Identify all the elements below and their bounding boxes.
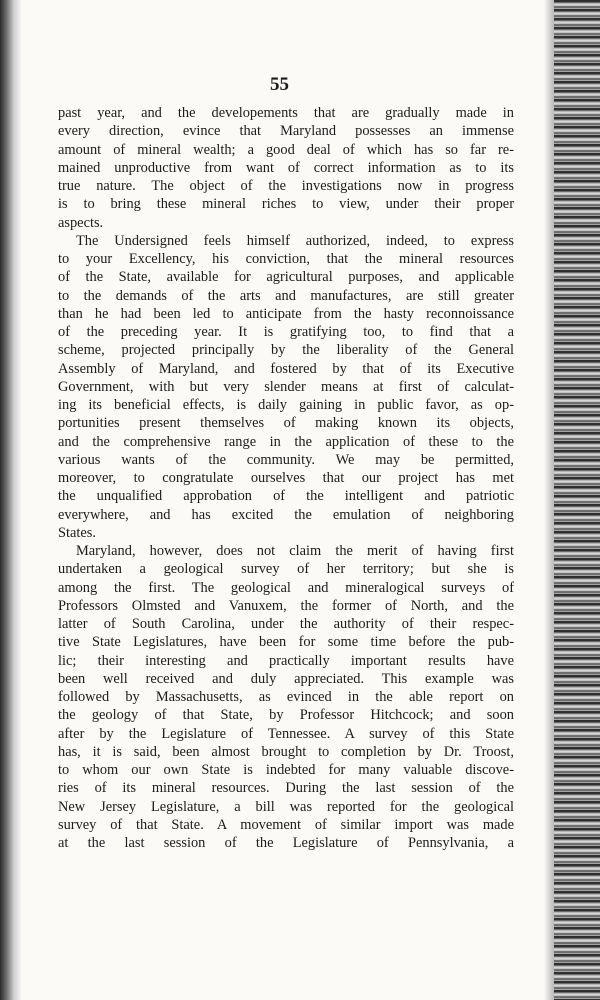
text-line: everywhere, and has excited the emulation of neighboring — [58, 506, 514, 523]
text-line: followed by Massachusetts, as evinced in the able report on — [58, 689, 514, 705]
text-line: the unqualified approbation of the intelligent and patriotic — [58, 488, 514, 505]
text-line: than he had been led to anticipate from the hasty reconnoissance — [58, 305, 514, 322]
text-line: ries of its mineral resources. During the last session of the — [58, 780, 514, 797]
text-line: Maryland, however, does not claim the merit of having first — [76, 543, 514, 559]
text-line: New Jersey Legislature, a bill was reported for the geological — [58, 798, 514, 815]
text-line: true nature. The object of the investigations now in progress — [58, 178, 514, 194]
text-line: States. — [58, 524, 96, 541]
text-line: past year, and the developements that are gradually made in — [58, 105, 514, 121]
text-line: undertaken a geological survey of her territory; but she is — [58, 561, 514, 578]
text-line: ing its beneficial effects, is daily gaining in public favor, as op- — [58, 397, 514, 413]
text-line: of the State, available for agricultural purposes, and applicable — [58, 269, 514, 286]
text-line: The Undersigned feels himself authorized, indeed, to express — [76, 232, 514, 249]
binding-shadow — [544, 0, 554, 1000]
text-line: among the first. The geological and mineralogical surveys of — [58, 579, 514, 596]
text-line: to whom our own State is indebted for many valuable discove- — [58, 762, 514, 778]
text-line: amount of mineral wealth; a good deal of which has so far re- — [58, 141, 514, 158]
page-gutter-shadow — [0, 0, 22, 1000]
book-binding-edge — [554, 0, 600, 1000]
text-line: tive State Legislatures, have been for some time before the pub- — [58, 634, 514, 651]
text-line: portunities present themselves of making known its objects, — [58, 415, 514, 432]
text-line: to your Excellency, his conviction, that the mineral resources — [58, 251, 514, 267]
text-line: various wants of the community. We may be permitted, — [58, 451, 514, 468]
text-line: after by the Legislature of Tennessee. A survey of this State — [58, 725, 514, 742]
text-line: aspects. — [58, 214, 104, 231]
text-line: mained unproductive from want of correct information as to its — [58, 159, 514, 176]
text-line: Professors Olmsted and Vanuxem, the former of North, and the — [58, 597, 514, 614]
text-line: the geology of that State, by Professor Hitchcock; and soon — [58, 707, 514, 724]
text-line: at the last session of the Legislature of Pennsylvania, a — [58, 835, 514, 851]
text-line: latter of South Carolina, under the authority of their respec- — [58, 616, 514, 632]
text-line: survey of that State. A movement of similar import was made — [58, 816, 514, 833]
text-line: is to bring these mineral riches to view, under their proper — [58, 196, 514, 213]
text-line: every direction, evince that Maryland possesses an immense — [58, 123, 514, 140]
text-line: Government, with but very slender means at first of calculat- — [58, 378, 514, 395]
page-number: 55 — [270, 74, 289, 95]
body-text — [58, 104, 514, 852]
text-line: of the preceding year. It is gratifying too, to find that a — [58, 324, 514, 340]
text-line: moreover, to congratulate ourselves that our project has met — [58, 470, 514, 486]
text-line: to the demands of the arts and manufactures, are still greater — [58, 287, 514, 304]
text-line: Assembly of Maryland, and fostered by that of its Executive — [58, 360, 514, 377]
text-line: scheme, projected principally by the liberality of the General — [58, 342, 514, 359]
text-line: been well received and duly appreciated. This example was — [58, 670, 514, 687]
text-line: and the comprehensive range in the application of these to the — [58, 433, 514, 450]
text-line: lic; their interesting and practically important results have — [58, 652, 514, 669]
text-line: has, it is said, been almost brought to completion by Dr. Troost, — [58, 743, 514, 760]
